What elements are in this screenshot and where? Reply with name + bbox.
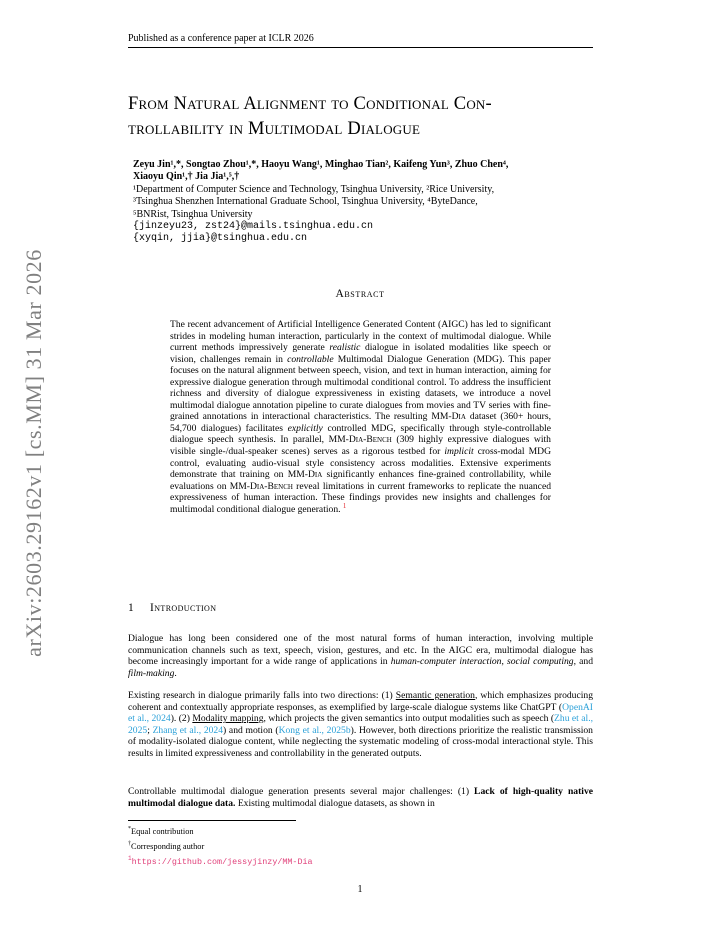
emphasis-text: film-making <box>128 667 175 679</box>
abstract-emphasis: implicit <box>444 446 474 458</box>
benchmark-name: Dia-Bench <box>348 434 392 446</box>
affiliation-line-2: ³Tsinghua Shenzhen International Graduate School, Tsinghua University, ⁴ByteDance, <box>133 196 478 208</box>
underlined-term: Semantic generation <box>395 690 475 701</box>
arxiv-identifier-stamp: arXiv:2603.29162v1 [cs.MM] 31 Mar 2026 <box>21 249 46 657</box>
affiliation-line-1: ¹Department of Computer Science and Technology, Tsinghua University, ²Rice University, <box>133 183 495 195</box>
footnote-mark: 1 <box>128 855 132 863</box>
footnote-text: Corresponding author <box>131 841 205 851</box>
paragraph-text: , and <box>573 656 594 668</box>
author-names-line-2: Xiaoyu Qin¹,† Jia Jia¹,⁵,† <box>133 171 240 183</box>
abstract-text: cross-modal MDG control, evaluating audio-visual style consistency across modalities. Extensive experiments demonstrate that training on MM- <box>170 446 552 481</box>
citation-link[interactable]: OpenAI et al., 2024 <box>128 701 593 725</box>
citation-link[interactable]: Kong et al., 2025b <box>278 724 351 736</box>
abstract-text: dataset (360+ hours, 54,700 dialogues) facilitates <box>170 411 551 434</box>
affiliation-line-3: ⁵BNRist, Tsinghua University <box>133 208 253 220</box>
bold-text: Lack of high-quality native multimodal dialogue data. <box>128 786 593 809</box>
paragraph-text: Existing research in dialogue primarily falls into two directions: (1) <box>128 690 396 701</box>
page-number: 1 <box>357 884 363 895</box>
abstract-text: significantly enhances fine-grained controllability, while evaluations on MM- <box>170 469 551 492</box>
paragraph-text: . <box>174 667 177 679</box>
email-line-1: {jinzeyu23, zst24}@mails.tsinghua.edu.cn <box>133 221 374 233</box>
paragraph-text: Dialogue has long been considered one of the most natural forms of human interaction, involving multiple communication channels such as text, speech, vision, gestures, and etc. In the AIGC era, multimodal dialogue has become increasingly important for a wide range of applications in <box>128 633 593 668</box>
running-header: Published as a conference paper at ICLR 2026 <box>128 33 593 48</box>
footnote-corresponding-author <box>128 838 328 853</box>
author-block <box>133 159 603 246</box>
paragraph-text: Controllable multimodal dialogue generation presents several major challenges: (1) <box>128 786 475 797</box>
paragraph-text: ) and motion ( <box>223 724 279 736</box>
footnote-equal-contribution <box>128 823 328 838</box>
paragraph-text: ; <box>147 724 153 736</box>
footnote-repository <box>128 853 328 868</box>
abstract-text: controlled MDG, specifically through style-controllable dialogue speech synthesis. In parallel, MM- <box>170 422 551 446</box>
section-title: Introduction <box>150 602 217 614</box>
abstract-text: dialogue in isolated modalities like speech or vision, challenges remain in <box>170 342 551 365</box>
footnote-link-marker[interactable]: 1 <box>342 501 347 510</box>
paragraph-text: , <box>501 656 508 668</box>
footnotes <box>128 820 328 868</box>
paragraph-text: Existing multimodal dialogue datasets, as shown in <box>235 797 435 809</box>
abstract-text: Multimodal Dialogue Generation (MDG). This paper focuses on the natural alignment between speech, vision, and text in human interaction, aiming for expressive dialogue generation through multimodal conditional control. To address the insufficient richness and diversity of dialogue expressiveness in existing datasets, we introduce a novel multimodal dialogue annotation pipeline to curate dialogues from movies and TV series with fine-grained annotations in interactional characteristics. The resulting MM- <box>170 353 551 423</box>
paragraph-text: ). (2) <box>170 713 193 725</box>
emphasis-text: social computing <box>507 656 574 668</box>
author-names-line-1: Zeyu Jin¹,*, Songtao Zhou¹,*, Haoyu Wang¹, Minghao Tian², Kaifeng Yun³, Zhuo Chen⁴, <box>133 159 509 170</box>
underlined-term: Modality mapping <box>192 713 264 725</box>
emphasis-text: human-computer interaction <box>390 656 502 668</box>
abstract-emphasis: realistic <box>329 342 361 354</box>
dataset-name: Dia <box>451 411 466 423</box>
paragraph-text: ). However, both directions prioritize the realistic transmission of modality-isolated dialogue content, while neglecting the systematic modeling of cross-modal interactional style. This results in limited expressiveness and controllability in the generated outputs. <box>128 724 593 759</box>
footnote-mark: * <box>128 826 131 832</box>
section-heading <box>128 602 216 614</box>
email-line-2: {xyqin, jjia}@tsinghua.edu.cn <box>133 233 308 245</box>
abstract-text: (309 highly expressive dialogues with visible single-/dual-speaker scenes) serves as a rigorous testbed for <box>170 434 551 458</box>
abstract-emphasis: controllable <box>287 353 334 365</box>
footnote-rule <box>128 820 296 821</box>
abstract-text: reveal limitations in current frameworks to replicate the nuanced expressiveness of human interaction. These findings provides new insights and challenges for multimodal conditional dialogue generation. <box>170 480 551 515</box>
repository-link[interactable]: https://github.com/jessyjinzy/MM-Dia <box>131 856 313 867</box>
section-number: 1 <box>128 602 134 614</box>
citation-link[interactable]: Zhu et al., 2025 <box>128 713 594 736</box>
title-line-2: trollability in Multimodal Dialogue <box>128 119 421 139</box>
intro-paragraph-1 <box>128 633 593 679</box>
paragraph-text: , which emphasizes producing coherent and contextually appropriate responses, as exemplified by large-scale dialogue systems like ChatGPT ( <box>128 690 593 713</box>
paragraph-text: , which projects the given semantics into output modalities such as speech ( <box>263 713 555 725</box>
intro-paragraph-2 <box>128 690 593 759</box>
citation-link[interactable]: Zhang et al., 2024 <box>152 724 224 736</box>
abstract-emphasis: explicitly <box>287 422 323 434</box>
intro-paragraph-3 <box>128 786 593 809</box>
abstract-text: The recent advancement of Artificial Intelligence Generated Content (AIGC) has led to significant strides in modeling human interaction, particularly in the context of multimodal dialogue. While current methods impressively generate <box>170 319 551 354</box>
abstract-body <box>170 319 551 515</box>
benchmark-name: Dia-Bench <box>249 480 293 492</box>
footnote-text: Equal contribution <box>131 826 194 836</box>
dataset-name: Dia <box>307 469 323 481</box>
footnote-mark: † <box>128 841 131 848</box>
title-line-1: From Natural Alignment to Conditional Con- <box>128 94 492 114</box>
paper-title <box>128 92 598 142</box>
abstract-heading: Abstract <box>335 288 385 300</box>
